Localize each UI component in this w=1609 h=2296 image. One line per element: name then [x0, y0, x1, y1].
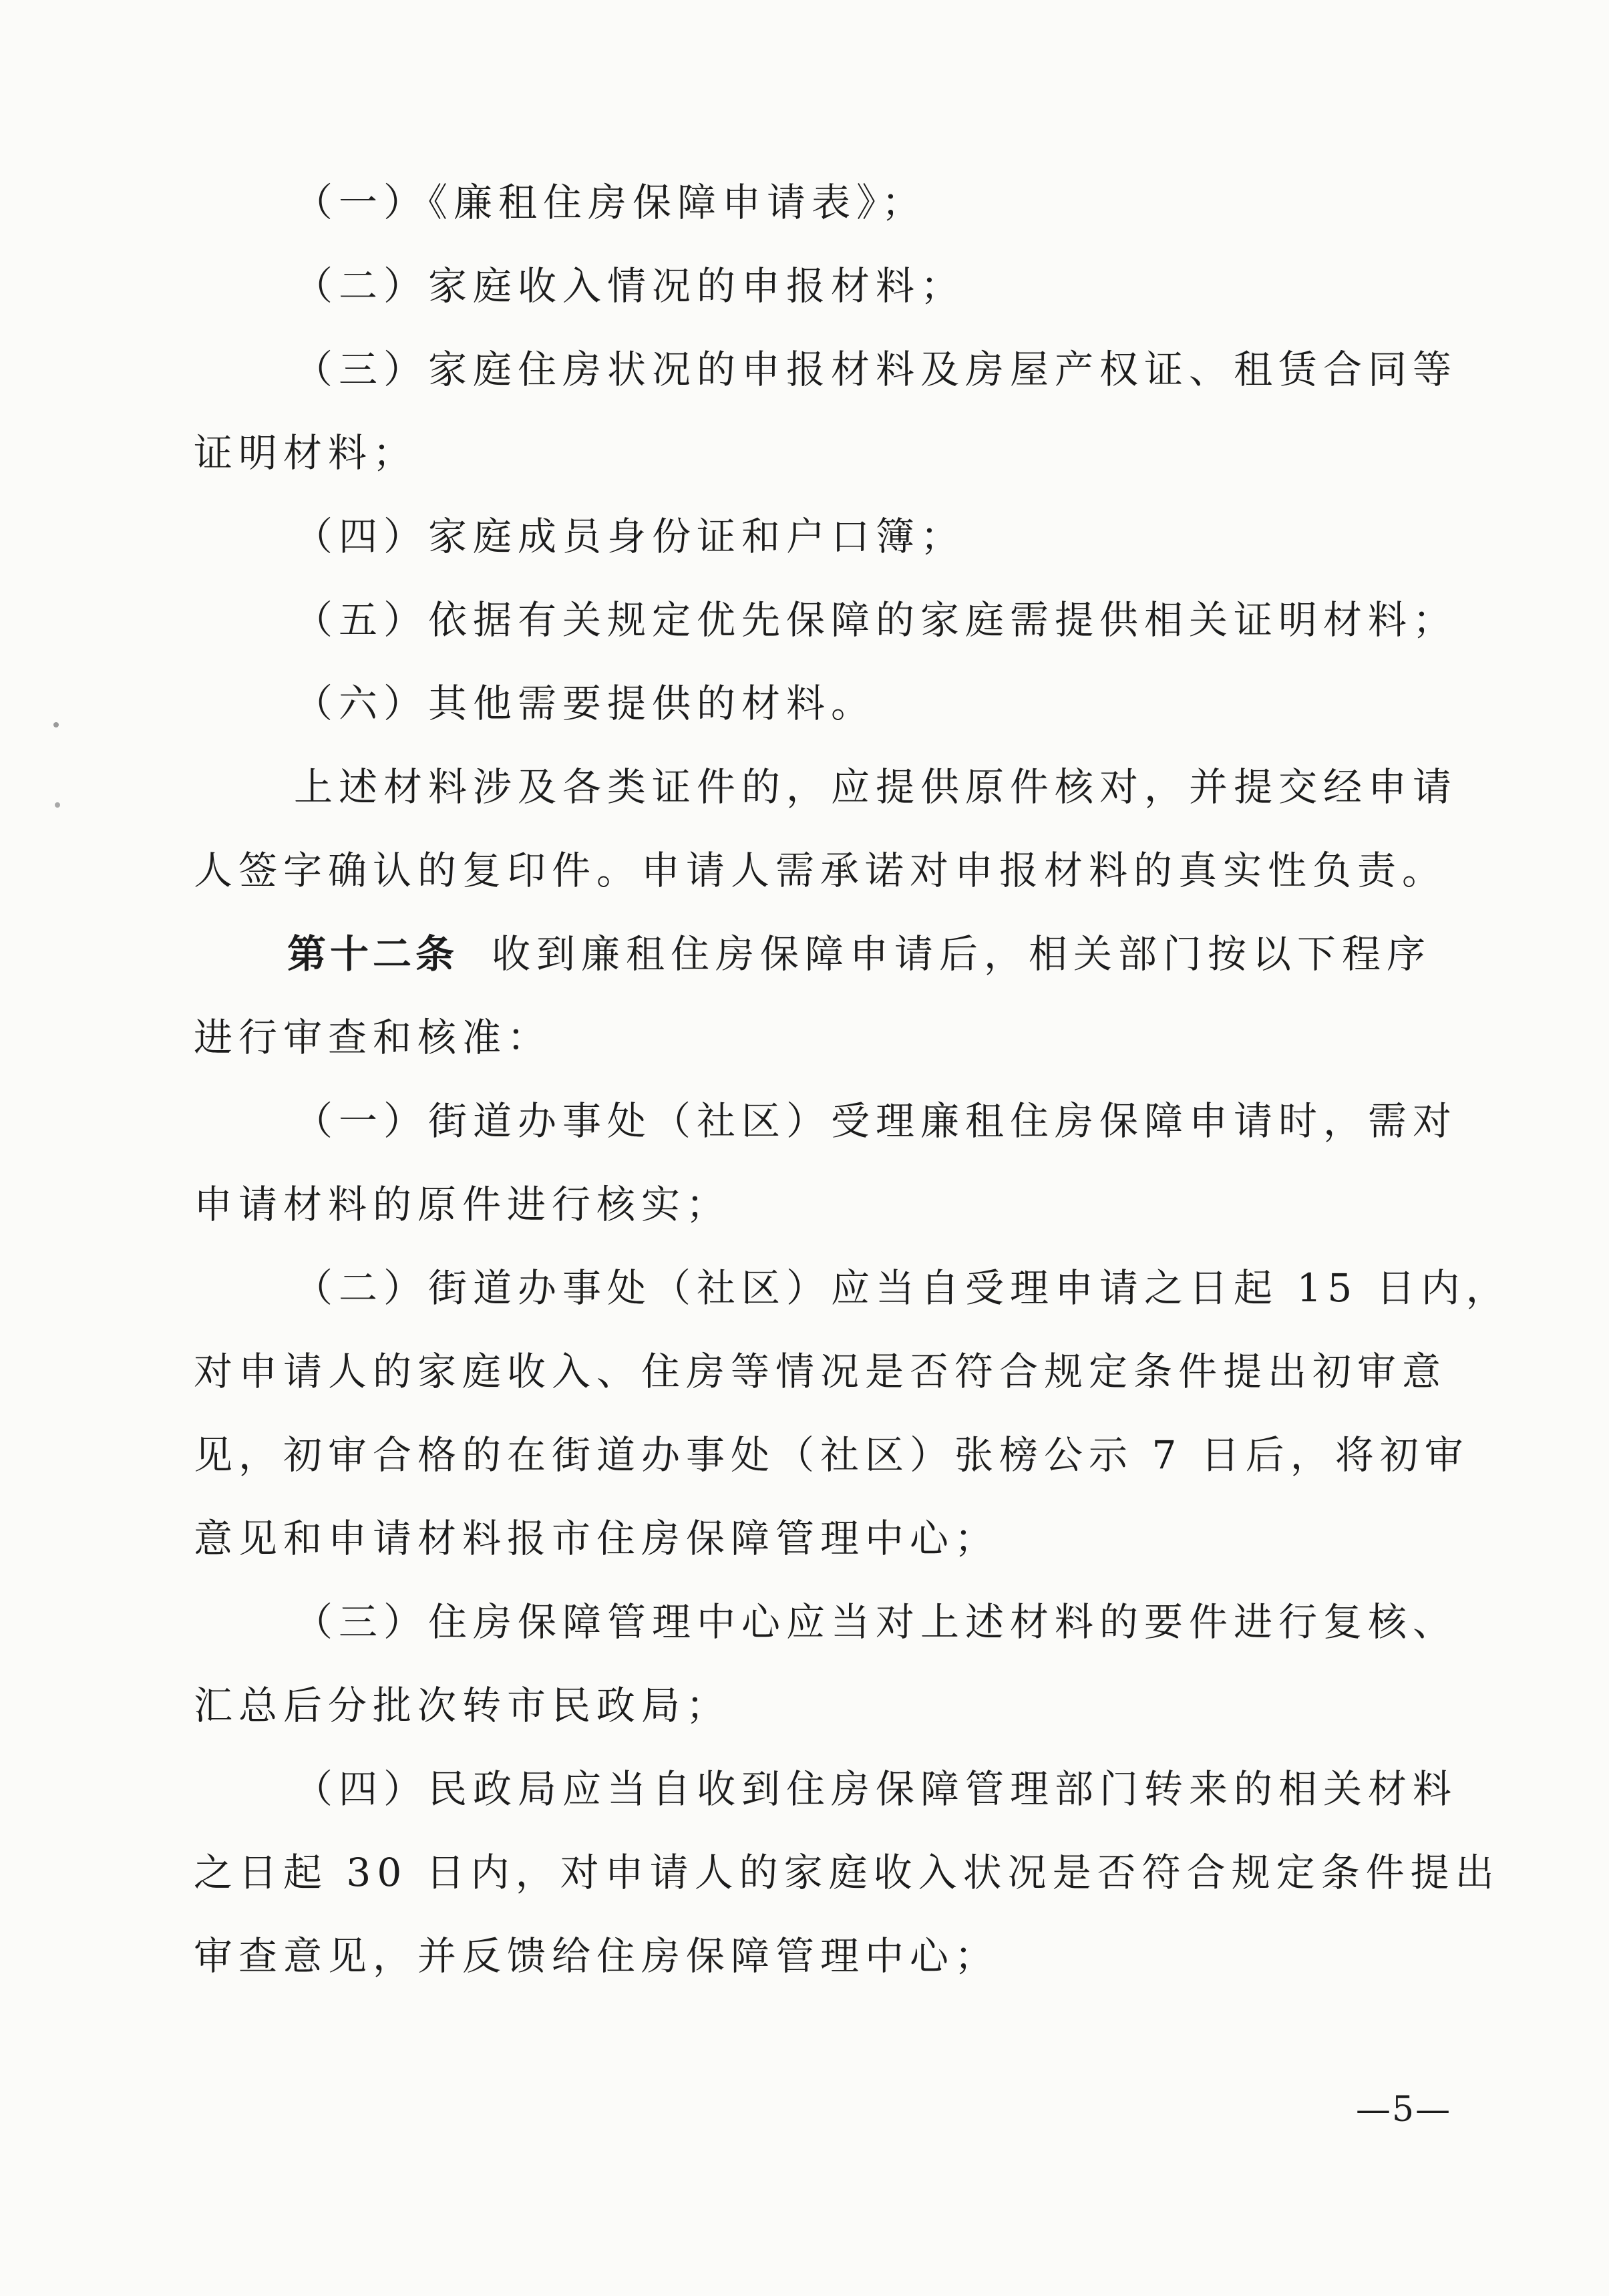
scan-speck: [53, 722, 59, 727]
text-line: （四）民政局应当自收到住房保障管理部门转来的相关材料: [294, 1766, 1458, 1812]
text-line: 汇总后分批次转市民政局；: [194, 1683, 731, 1728]
text-line: 进行审查和核准：: [194, 1015, 552, 1060]
text-line: （一）《廉租住房保障申请表》；: [294, 180, 927, 225]
scan-speck: [55, 802, 60, 808]
text-line: 审查意见，并反馈给住房保障管理中心；: [194, 1933, 1000, 1979]
text-line: （三）家庭住房状况的申报材料及房屋产权证、租赁合同等: [294, 347, 1458, 392]
text-line: （四）家庭成员身份证和户口簿；: [294, 514, 966, 559]
article-text: 收到廉租住房保障申请后，相关部门按以下程序: [492, 931, 1432, 977]
text-line: （五）依据有关规定优先保障的家庭需提供相关证明材料；: [294, 597, 1458, 643]
article-line: [287, 931, 1431, 977]
text-line: 人签字确认的复印件。申请人需承诺对申报材料的真实性负责。: [194, 848, 1447, 893]
page-number: —5—: [1356, 2090, 1452, 2130]
text-line: 对申请人的家庭收入、住房等情况是否符合规定条件提出初审意: [194, 1349, 1447, 1394]
text-line: 见，初审合格的在街道办事处（社区）张榜公示 7 日后，将初审: [194, 1432, 1469, 1478]
text-line: （六）其他需要提供的材料。: [294, 681, 876, 726]
text-line: 之日起 30 日内，对申请人的家庭收入状况是否符合规定条件提出: [194, 1850, 1500, 1895]
text-line: 上述材料涉及各类证件的，应提供原件核对，并提交经申请: [294, 764, 1458, 810]
text-line: 证明材料；: [194, 430, 418, 476]
text-line: 申请材料的原件进行核实；: [194, 1182, 731, 1227]
text-line: （二）家庭收入情况的申报材料；: [294, 263, 966, 309]
text-line: （一）街道办事处（社区）受理廉租住房保障申请时，需对: [294, 1098, 1458, 1144]
text-line: （二）街道办事处（社区）应当自受理申请之日起 15 日内，: [294, 1265, 1511, 1311]
text-line: （三）住房保障管理中心应当对上述材料的要件进行复核、: [294, 1599, 1458, 1645]
text-line: 意见和申请材料报市住房保障管理中心；: [194, 1516, 1000, 1561]
article-heading: 第十二条: [287, 931, 459, 977]
